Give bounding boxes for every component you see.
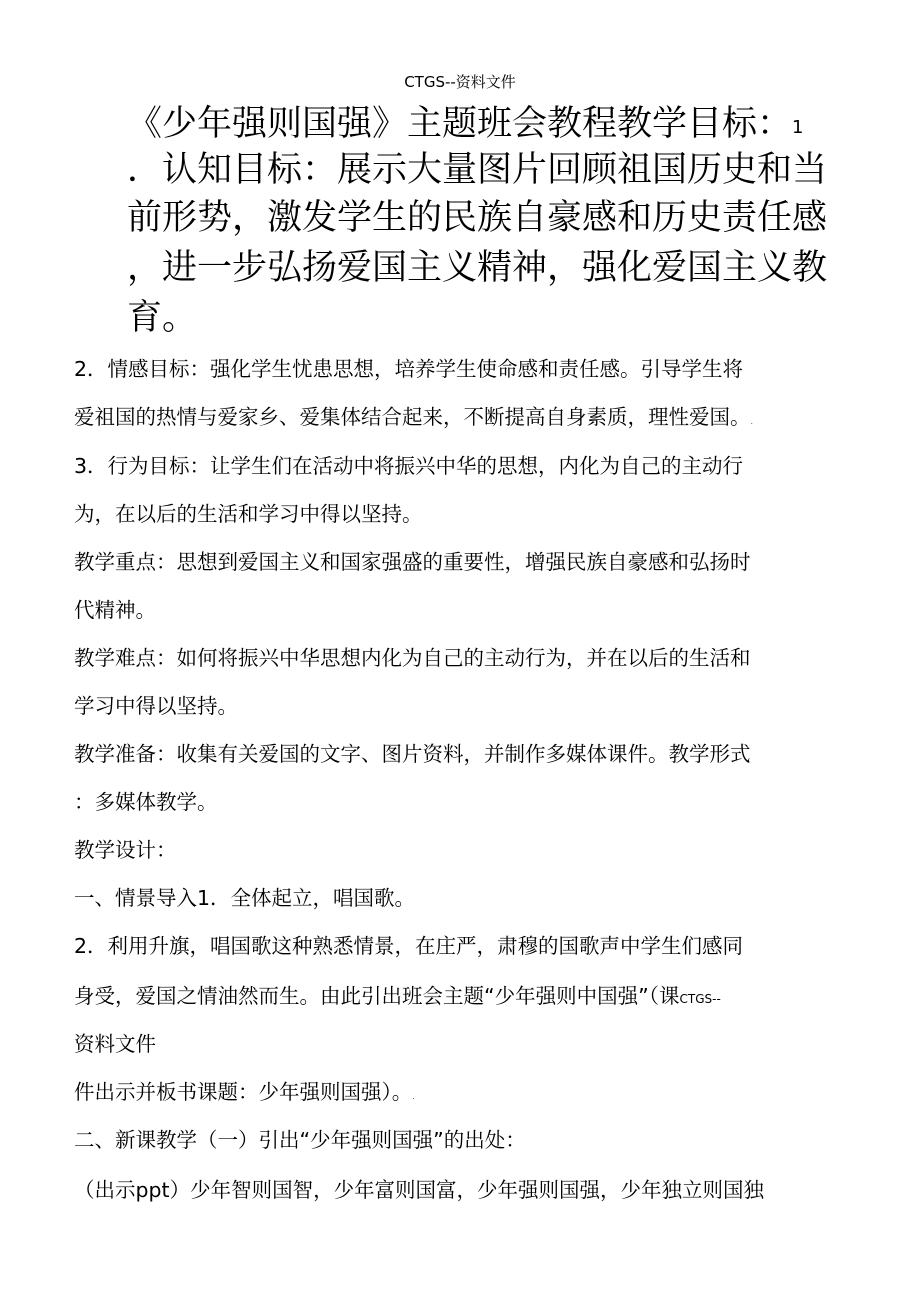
- body-line-text: 身受，爱国之情油然而生。由此引出班会主题“少年强则中国强”（课: [74, 984, 680, 1008]
- body-line: （出示ppt）少年智则国智，少年富则国富，少年强则国强，少年独立则国独: [74, 1178, 765, 1202]
- title-line: [127, 100, 803, 152]
- page-header: CTGS--资料文件: [404, 73, 516, 91]
- body-line: 二、新课教学（一）引出“少年强则国强”的出处：: [74, 1128, 526, 1152]
- body-line: 2．利用升旗，唱国歌这种熟悉情景，在庄严，肃穆的国歌声中学生们感同: [74, 934, 744, 958]
- stray-mark: .: [750, 417, 754, 426]
- body-line: 代精神。: [74, 598, 156, 622]
- title-line: ．认知目标：展示大量图片回顾祖国历史和当: [127, 150, 828, 190]
- body-line: 教学准备：收集有关爱国的文字、图片资料，并制作多媒体课件。教学形式: [74, 742, 751, 766]
- inline-footer: CTGS--: [679, 992, 721, 1006]
- title-line: 前形势，激发学生的民族自豪感和历史责任感: [127, 198, 828, 238]
- body-line: 教学难点：如何将振兴中华思想内化为自己的主动行为，并在以后的生活和: [74, 646, 751, 670]
- title-line: 育。: [127, 298, 198, 338]
- body-line: ：多媒体教学。: [74, 790, 218, 814]
- body-line: 3．行为目标：让学生们在活动中将振兴中华的思想，内化为自己的主动行: [74, 454, 744, 478]
- title-line: ，进一步弘扬爱国主义精神，强化爱国主义教: [127, 248, 828, 288]
- body-line-text: 件出示并板书课题：少年强则国强）。: [74, 1080, 413, 1104]
- body-line: 2．情感目标：强化学生忧患思想，培养学生使命感和责任感。引导学生将: [74, 357, 744, 381]
- body-line: [74, 1078, 415, 1111]
- stray-mark: .: [412, 1092, 415, 1101]
- body-line: 为，在以后的生活和学习中得以坚持。: [74, 502, 423, 526]
- title-text: 《少年强则国强》主题班会教程教学目标：: [127, 104, 793, 144]
- body-line: [74, 403, 753, 436]
- body-line: 一、情景导入1．全体起立，唱国歌。: [74, 886, 416, 910]
- body-line: 资料文件: [74, 1032, 156, 1056]
- body-line: 学习中得以坚持。: [74, 694, 238, 718]
- body-line: 教学重点：思想到爱国主义和国家强盛的重要性，增强民族自豪感和弘扬时: [74, 550, 751, 574]
- title-tail-number: 1: [792, 117, 804, 138]
- body-line: 教学设计：: [74, 838, 177, 862]
- body-line-text: 爱祖国的热情与爱家乡、爱集体结合起来，不断提高自身素质，理性爱国。: [74, 405, 751, 429]
- body-line: [74, 982, 721, 1013]
